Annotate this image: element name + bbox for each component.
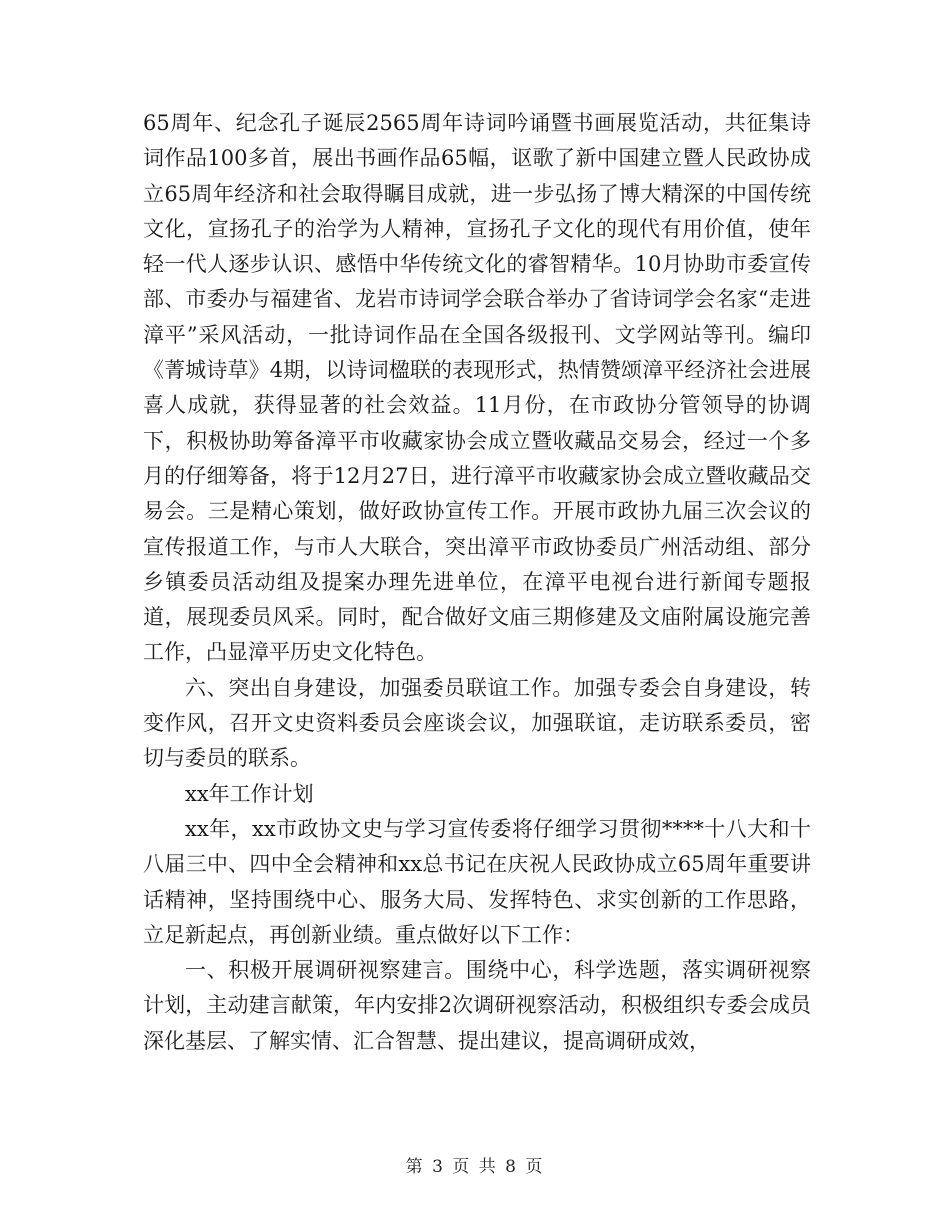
document-body xyxy=(143,106,811,1059)
paragraph-plan-intro: xx年，xx市政协文史与学习宣传委将仔细学习贯彻****十八大和十八届三中、四中全会精神和xx总书记在庆祝人民政协成立65周年重要讲话精神，坚持围绕中心、服务大局、发挥特色、求实创新的工作思路，立足新起点，再创新业绩。重点做好以下工作： xyxy=(143,816,811,947)
paragraph-plan-item-1: 一、积极开展调研视察建言。围绕中心，科学选题，落实调研视察计划，主动建言献策，年内安排2次调研视察活动，积极组织专委会成员深化基层、了解实情、汇合智慧、提出建议，提高调研成效， xyxy=(143,958,811,1053)
page-number-footer: 第 3 页 共 8 页 xyxy=(405,1157,545,1177)
section-heading-work-plan: xx年工作计划 xyxy=(185,781,314,806)
paragraph-continuation: 65周年、纪念孔子诞辰2565周年诗词吟诵暨书画展览活动，共征集诗词作品100多首，展出书画作品65幅，讴歌了新中国建立暨人民政协成立65周年经济和社会取得瞩目成就，进一步弘扬了博大精深的中国传统文化，宣扬孔子的治学为人精神，宣扬孔子文化的现代有用价值，使年轻一代人逐步认识、感悟中华传统文化的睿智精华。10月协助市委宣传部、市委办与福建省、龙岩市诗词学会联合举办了省诗词学会名家“走进漳平”采风活动，一批诗词作品在全国各级报刊、文学网站等刊。编印《菁城诗草》4期，以诗词楹联的表现形式，热情赞颂漳平经济社会进展喜人成就，获得显著的社会效益。11月份，在市政协分管领导的协调下，积极协助筹备漳平市收藏家协会成立暨收藏品交易会，经过一个多月的仔细筹备，将于12月27日，进行漳平市收藏家协会成立暨收藏品交易会。三是精心策划，做好政协宣传工作。开展市政协九届三次会议的宣传报道工作，与市人大联合，突出漳平市政协委员广州活动组、部分乡镇委员活动组及提案办理先进单位，在漳平电视台进行新闻专题报道，展现委员风采。同时，配合做好文庙三期修建及文庙附属设施完善工作，凸显漳平历史文化特色。 xyxy=(143,111,811,665)
paragraph-self-building: 六、突出自身建设，加强委员联谊工作。加强专委会自身建设，转变作风，召开文史资料委员会座谈会议，加强联谊，走访联系委员，密切与委员的联系。 xyxy=(143,675,811,771)
